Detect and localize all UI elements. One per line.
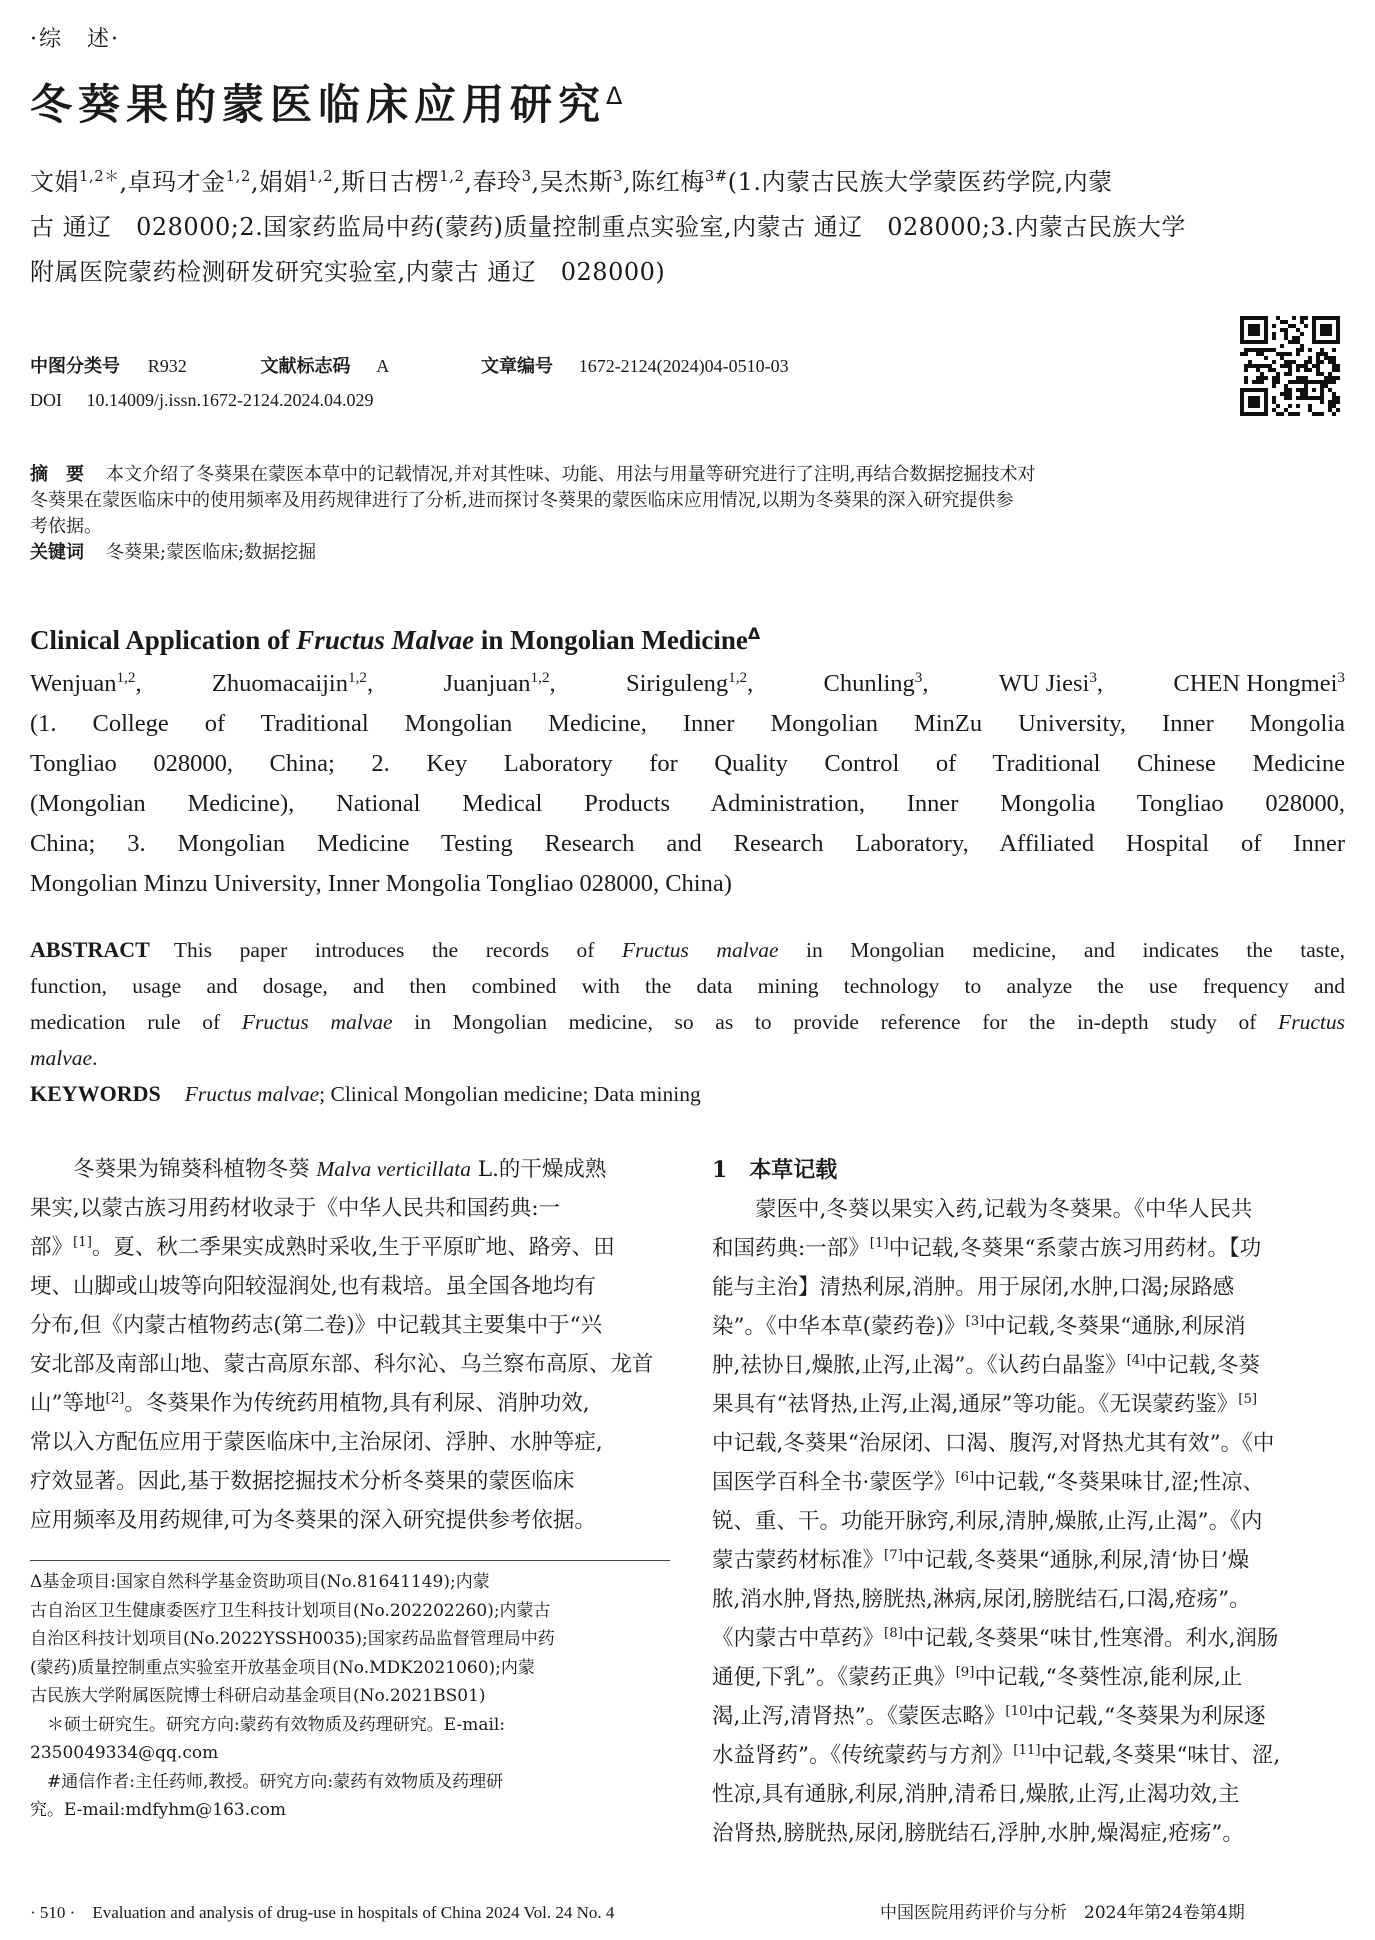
author-cn-affil-mark: 1,2＊ [79,167,120,185]
author-cn: 斯日古楞$^{1,2}$ [341,167,465,196]
authors-cn [30,160,1345,295]
footnote-line: 古自治区卫生健康委医疗卫生科技计划项目(No.202202260);内蒙古 [30,1600,551,1621]
author-cn: 春玲$^3$ [472,167,532,196]
citation-ref: [1] [73,1234,92,1250]
body-line: 中记载,冬葵果“治尿闭、口渴、腹泻,对肾热尤其有效”。《中 [712,1431,1275,1456]
body-line: 渴,止泻,清肾热”。《蒙医志略》[10]中记载,“冬葵果为利尿逐 [712,1703,1266,1729]
abs-line-1i: Fructus malvae [622,938,779,962]
author-en-affil-mark: 1,2 [728,668,748,686]
abs-line-4i: malvae [30,1046,93,1070]
abs-line-3b: in Mongolian medicine, so as to provide reference for the in-depth study of [392,1010,1279,1034]
english-author-list [30,664,1345,704]
abs-line-3a: medication rule of [30,1010,242,1034]
english-title-mark: Δ [747,624,761,643]
author-cn-affil-mark: 1,2 [439,167,465,185]
english-affil-5: Mongolian Minzu University, Inner Mongolia Tongliao 028000, China) [30,870,732,897]
title-text: 冬葵果的蒙医临床应用研究 [30,80,607,129]
body-line: 《内蒙古中草药》[8]中记载,冬葵果“味甘,性寒滑。利水,润肠 [712,1625,1279,1651]
body-line: 肿,祛协日,燥脓,止泻,止渴”。《认药白晶鉴》[4]中记载,冬葵 [712,1352,1260,1378]
body-line: 埂、山脚或山坡等向阳较湿润处,也有栽培。虽全国各地均有 [30,1274,596,1299]
doc-label: 文献标志码 [260,356,351,377]
authors-line-2: 古 通辽 028000;2.国家药监局中药(蒙药)质量控制重点实验室,内蒙古 通辽 028000;3.内蒙古民族大学 [30,213,1186,241]
english-title-italic: Fructus Malvae [296,625,475,655]
footnote-line: ＊硕士研究生。研究方向:蒙药有效物质及药理研究。E-mail: [30,1714,506,1735]
footer-left: · 510 · Evaluation and analysis of drug-use in hospitals of China 2024 Vol. 24 No. 4 [30,1903,615,1922]
section-heading: 1 本草记载 [712,1157,838,1183]
citation-ref: [7] [884,1547,903,1563]
footnote-line: Δ基金项目:国家自然科学基金资助项目(No.81641149);内蒙 [30,1572,490,1592]
author-en-affil-mark: 1,2 [116,668,136,686]
english-abstract-label: ABSTRACT [30,937,150,962]
abstract-cn-label: 摘 要 [30,464,84,485]
footnote-line: 究。E-mail:mdfyhm@163.com [30,1800,287,1820]
author-en: Chunling$^3$, [823,668,929,697]
english-keywords-label: KEYWORDS [30,1081,161,1106]
citation-ref: [8] [884,1625,903,1641]
abs-line-1a: This paper introduces the records of [173,938,622,962]
author-cn: 吴杰斯$^3$ [539,167,624,196]
english-keywords-rest: ; Clinical Mongolian medicine; Data mining [319,1082,701,1106]
author-cn-affil-mark: 1,2 [307,167,334,185]
author-en: CHEN Hongmei$^3$ [1173,668,1345,697]
latin-name: Malva verticillata [316,1157,471,1181]
author-cn: 娟娟$^{1,2}$ [258,167,334,196]
footer-right: 中国医院用药评价与分析 2024年第24卷第4期 [880,1903,1245,1923]
citation-ref: [11] [1013,1742,1041,1758]
body-line: 疗效显著。因此,基于数据挖掘技术分析冬葵果的蒙医临床 [30,1469,575,1494]
citation-ref: [2] [105,1390,125,1406]
footnote-line: #通信作者:主任药师,教授。研究方向:蒙药有效物质及药理研 [30,1771,504,1792]
author-en: WU Jiesi$^3$, [998,668,1104,697]
footnote-line: 2350049334@qq.com [30,1743,219,1763]
body-line: 安北部及南部山地、蒙古高原东部、科尔沁、乌兰察布高原、龙首 [30,1352,654,1377]
abstract-cn-line-2: 冬葵果在蒙医临床中的使用频率及用药规律进行了分析,进而探讨冬葵果的蒙医临床应用情况,以期为冬葵果的深入研究提供参 [30,490,1014,511]
body-right-column [712,1190,1342,1853]
clc-label: 中图分类号 [30,356,120,377]
author-cn: 陈红梅$^{3\#}$ [631,167,728,196]
author-cn-affil-mark: 3# [704,167,728,185]
body-line: 山”等地[2]。冬葵果作为传统药用植物,具有利尿、消肿功效, [30,1390,590,1416]
body-line: 和国药典:一部》[1]中记载,冬葵果“系蒙古族习用药材。【功 [712,1235,1262,1261]
qr-code-icon [1240,316,1340,416]
page-title [30,72,628,132]
body-line: 性凉,具有通脉,利尿,消肿,清希日,燥脓,止泻,止渴功效,主 [712,1782,1240,1807]
title-mark: Δ [606,82,629,110]
footnote-line: 古民族大学附属医院博士科研启动基金项目(No.2021BS01) [30,1686,486,1706]
citation-ref: [9] [955,1664,975,1680]
clc-value: R932 [147,356,187,376]
citation-ref: [5] [1238,1391,1258,1407]
abs-line-1b: in Mongolian medicine, and indicates the taste, [778,938,1346,962]
article-value: 1672-2124(2024)04-0510-03 [578,356,789,376]
footnotes [30,1568,670,1825]
body-line: 部》[1]。夏、秋二季果实成熟时采收,生于平原旷地、路旁、田 [30,1234,615,1260]
english-affil-2: Tongliao 028000, China; 2. Key Laboratory for Quality Control of Traditional Chinese Medicine [30,750,1345,777]
citation-ref: [3] [965,1313,985,1329]
abs-line-4b: . [92,1046,98,1070]
english-title [30,624,760,656]
body-line: 治肾热,膀胱热,尿闭,膀胱结石,浮肿,水肿,燥渴症,疮疡”。 [712,1821,1244,1846]
author-en-affil-mark: 3 [1337,668,1345,686]
author-en: Siriguleng$^{1,2}$, [626,668,754,697]
footnote-divider [30,1560,670,1561]
keywords-cn-label: 关键词 [30,542,84,563]
author-cn-affil-mark: 1,2 [225,167,251,185]
english-affil-3: (Mongolian Medicine), National Medical Products Administration, Inner Mongolia Tongliao 028000, [30,790,1345,817]
citation-ref: [6] [955,1469,975,1485]
article-label: 文章编号 [480,356,553,377]
english-authors [30,664,1345,904]
authors-line-1: 文娟$^{1,2*}$,卓玛才金$^{1,2}$,娟娟$^{1,2}$,斯日古楞$^{1,2}$,春玲$^3$,吴杰斯$^3$,陈红梅$^{3\#}$(1.内蒙古民族大学蒙医药学院,内蒙 [30,167,1113,196]
body-line: 应用频率及用药规律,可为冬葵果的深入研究提供参考依据。 [30,1508,596,1533]
citation-ref: [1] [869,1235,889,1251]
abstract-cn [30,462,1345,566]
english-title-post: in Mongolian Medicine [474,625,748,655]
affiliation-start: (1.内蒙古民族大学蒙医药学院,内蒙 [727,168,1113,196]
body-line: 脓,消水肿,肾热,膀胱热,淋病,尿闭,膀胱结石,口渴,疮疡”。 [712,1587,1251,1612]
body-line: 通便,下乳”。《蒙药正典》[9]中记载,“冬葵性凉,能利尿,止 [712,1664,1243,1690]
meta-row [30,352,789,378]
abs-line-3i: Fructus malvae [241,1010,393,1034]
footnote-line: (蒙药)质量控制重点实验室开放基金项目(No.MDK2021060);内蒙 [30,1657,535,1678]
body-line: 锐、重、干。功能开脉窍,利尿,清肿,燥脓,止泻,止渴”。《内 [712,1509,1263,1534]
doc-value: A [376,356,390,376]
english-affil-1: (1. College of Traditional Mongolian Medicine, Inner Mongolian MinZu University, Inner Mongolia [30,710,1345,737]
english-abstract [30,932,1345,1112]
footnote-line: 自治区科技计划项目(No.2022YSSH0035);国家药品监督管理局中药 [30,1629,555,1649]
author-en-affil-mark: 1,2 [530,668,550,686]
author-en: Zhuomacaijin$^{1,2}$, [211,668,374,697]
author-cn: 卓玛才金$^{1,2}$ [127,167,251,196]
abs-line-3i2: Fructus [1278,1010,1346,1034]
body-line: 分布,但《内蒙古植物药志(第二卷)》中记载其主要集中于“兴 [30,1313,603,1338]
doi-value: 10.14009/j.issn.1672-2124.2024.04.029 [86,390,374,410]
doi-label: DOI [30,390,62,410]
body-line: 蒙古蒙药材标准》[7]中记载,冬葵果“通脉,利尿,清‘协日’燥 [712,1547,1250,1573]
citation-ref: [4] [1126,1352,1146,1368]
english-title-pre: Clinical Application of [30,625,297,655]
body-line: 冬葵果为锦葵科植物冬葵 Malva verticillata L.的干燥成熟 [30,1157,607,1182]
author-en: Juanjuan$^{1,2}$, [443,668,556,697]
body-line: 染”。《中华本草(蒙药卷)》[3]中记载,冬葵果“通脉,利尿消 [712,1313,1246,1339]
body-line: 水益肾药”。《传统蒙药与方剂》[11]中记载,冬葵果“味甘、涩, [712,1742,1281,1768]
citation-ref: [10] [1005,1703,1033,1719]
body-line: 常以入方配伍应用于蒙医临床中,主治尿闭、浮肿、水肿等症, [30,1430,603,1455]
body-line: 能与主治】清热利尿,消肿。用于尿闭,水肿,口渴;尿路感 [712,1275,1235,1300]
english-affil-4: China; 3. Mongolian Medicine Testing Research and Research Laboratory, Affiliated Hospital of Inner [30,830,1345,857]
abstract-cn-line-3: 考依据。 [30,516,102,537]
author-cn-affil-mark: 3 [521,167,532,185]
authors-line-3: 附属医院蒙药检测研发研究实验室,内蒙古 通辽 028000) [30,258,666,286]
section-tag: ·综 述· [30,27,120,52]
keywords-cn-value: 冬葵果;蒙医临床;数据挖掘 [106,542,317,563]
author-cn: 文娟$^{1,2*}$ [30,167,120,196]
abstract-cn-line-1: 本文介绍了冬葵果在蒙医本草中的记载情况,并对其性味、功能、用法与用量等研究进行了注明,再结合数据挖掘技术对 [106,464,1036,485]
abs-line-2: function, usage and dosage, and then combined with the data mining technology to analyze the use frequency and [30,974,1345,998]
body-left-column [30,1150,670,1540]
body-line: 蒙医中,冬葵以果实入药,记载为冬葵果。《中华人民共 [712,1197,1253,1222]
body-line: 果具有“祛肾热,止泻,止渴,通尿”等功能。《无误蒙药鉴》[5] [712,1391,1258,1417]
author-en-affil-mark: 3 [914,668,923,686]
body-line: 果实,以蒙古族习用药材收录于《中华人民共和国药典:一 [30,1196,561,1221]
doi-row [30,390,374,411]
author-en: Wenjuan$^{1,2}$, [30,668,142,697]
english-keywords-italic: Fructus malvae [184,1082,320,1106]
body-line: 国医学百科全书·蒙医学》[6]中记载,“冬葵果味甘,涩;性凉、 [712,1469,1265,1495]
author-en-affil-mark: 1,2 [348,668,367,686]
author-cn-affil-mark: 3 [613,167,624,185]
author-en-affil-mark: 3 [1089,668,1097,686]
